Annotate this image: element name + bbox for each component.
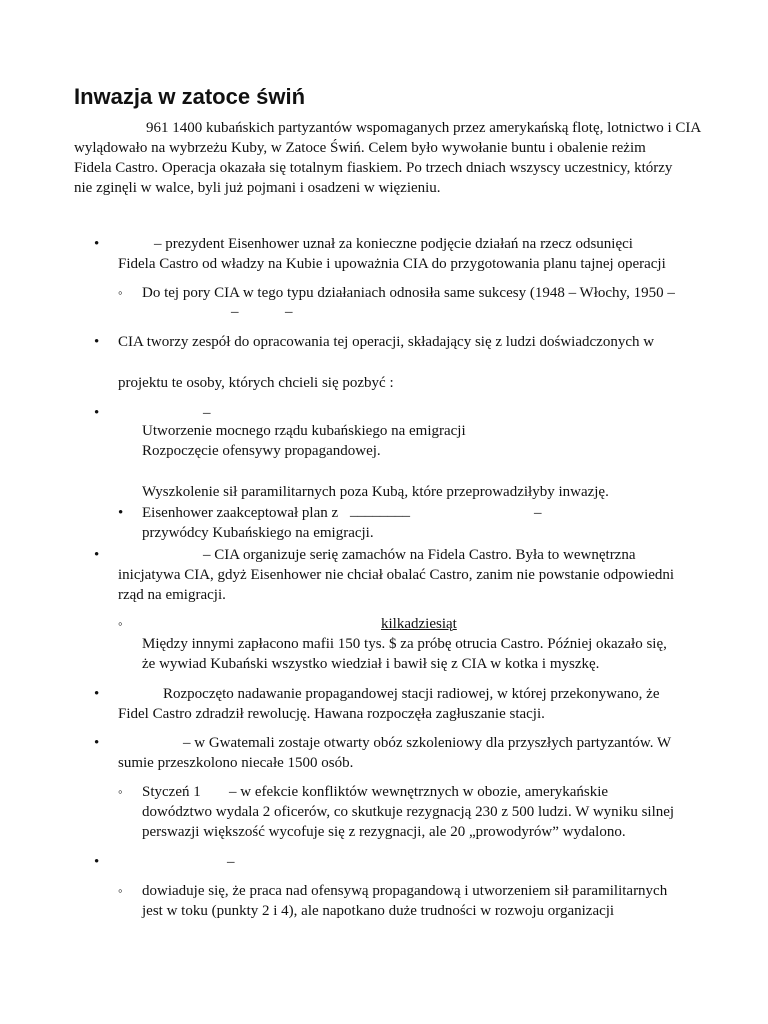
list-item-text: projektu te osoby, których chcieli się pozbyć : <box>118 375 394 391</box>
list-item-text: przywódcy Kubańskiego na emigracji. <box>142 525 374 541</box>
blank-line: ________ <box>350 503 410 519</box>
sub-bullet-marker: ◦ <box>118 616 123 631</box>
list-item-text: Rozpoczęcie ofensywy propagandowej. <box>142 443 381 459</box>
bullet-marker: • <box>94 236 100 252</box>
dash-text: – <box>231 304 239 320</box>
sub-bullet-marker: ◦ <box>118 883 123 898</box>
dash-text: – <box>534 505 542 521</box>
list-item-text: Fidela Castro od władzy na Kubie i upoważnia CIA do przygotowania planu tajnej operacji <box>118 256 666 272</box>
bullet-marker: • <box>94 854 100 870</box>
list-item-text: Utworzenie mocnego rządu kubańskiego na emigracji <box>142 423 466 439</box>
list-item-text: – w Gwatemali zostaje otwarty obóz szkoleniowy dla przyszłych partyzantów. W <box>183 735 672 751</box>
sub-bullet-marker: ◦ <box>118 285 123 300</box>
intro-line-4: nie zginęli w walce, byli już pojmani i osadzeni w więzieniu. <box>74 180 441 196</box>
list-item-text: sumie przeszkolono niecałe 1500 osób. <box>118 755 354 771</box>
list-item-text: jest w toku (punkty 2 i 4), ale napotkano duże trudności w rozwoju organizacji <box>142 903 615 919</box>
sub-bullet-marker: ◦ <box>118 784 123 799</box>
list-item-text: Rozpoczęto nadawanie propagandowej stacji radiowej, w której przekonywano, że <box>163 686 660 702</box>
list-item-text: rząd na emigracji. <box>118 587 226 603</box>
intro-line-3: Fidela Castro. Operacja okazała się totalnym fiaskiem. Po trzech dniach wszyscy uczestnicy, którzy <box>74 160 673 176</box>
bullet-marker: • <box>118 505 124 521</box>
intro-line-2: wylądowało na wybrzeżu Kuby, w Zatoce Świń. Celem było wywołanie buntu i obalenie reżim <box>74 140 646 156</box>
bullet-marker: • <box>94 735 100 751</box>
list-item-text: Fidel Castro zdradził rewolucję. Hawana rozpoczęła zagłuszanie stacji. <box>118 706 545 722</box>
list-item-text: dowództwo wydala 2 oficerów, co skutkuje rezygnacją 230 z 500 ludzi. W wyniku silnej <box>142 804 675 820</box>
list-item-text: inicjatywa CIA, gdyż Eisenhower nie chciał obalać Castro, zanim nie powstanie odpowiedni <box>118 567 675 583</box>
list-item-text: że wywiad Kubański wszystko wiedział i bawił się z CIA w kotka i myszkę. <box>142 656 600 672</box>
list-item-text: Między innymi zapłacono mafii 150 tys. $ za próbę otrucia Castro. Później okazało się, <box>142 636 667 652</box>
page-title: Inwazja w zatoce świń <box>74 84 306 109</box>
dash-text: – <box>203 405 211 421</box>
list-item-text: – CIA organizuje serię zamachów na Fidela Castro. Była to wewnętrzna <box>203 547 636 563</box>
list-item-text: dowiaduje się, że praca nad ofensywą propagandową i utworzeniem sił paramilitarnych <box>142 883 668 899</box>
dash-text: – <box>227 854 235 870</box>
dash-text: – <box>285 304 293 320</box>
list-item-text: Do tej pory CIA w tego typu działaniach odnosiła same sukcesy (1948 – Włochy, 1950 – <box>142 285 675 301</box>
bullet-marker: • <box>94 405 100 421</box>
list-item-text: Eisenhower zaakceptował plan z <box>142 505 339 521</box>
list-item-text: Styczeń 1 <box>142 784 201 800</box>
list-item-text: CIA tworzy zespół do opracowania tej operacji, składający się z ludzi doświadczonych w <box>118 334 655 350</box>
list-item-text: – prezydent Eisenhower uznał za konieczne podjęcie działań na rzecz odsunięci <box>154 236 633 252</box>
list-item-text: perswazji większość wycofuje się z rezygnacji, ale 20 „prowodyrów” wydalono. <box>142 824 626 840</box>
bullet-marker: • <box>94 547 100 563</box>
intro-line-1: 961 1400 kubańskich partyzantów wspomaganych przez amerykańską flotę, lotnictwo i CIA <box>146 120 702 136</box>
bullet-marker: • <box>94 334 100 350</box>
list-item-text: Wyszkolenie sił paramilitarnych poza Kubą, które przeprowadziłyby inwazję. <box>142 484 609 500</box>
bullet-marker: • <box>94 686 100 702</box>
underlined-word: kilkadziesiąt <box>381 616 457 632</box>
list-item-text: – w efekcie konfliktów wewnętrznych w obozie, amerykańskie <box>229 784 609 800</box>
